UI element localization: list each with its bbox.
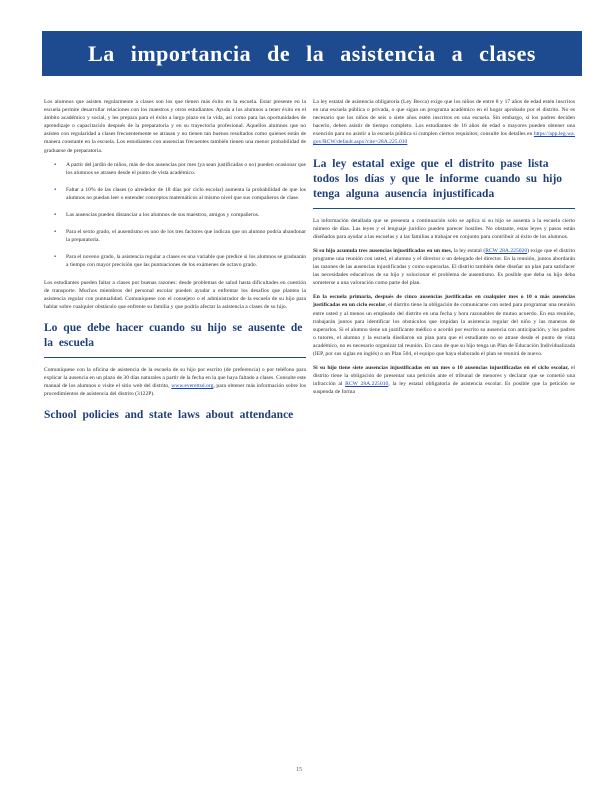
bullet-icon: ▪ [54, 229, 57, 236]
absence-facts-list [44, 161, 306, 270]
absent-paragraph: Comuníquese con la oficina de asistencia de la escuela de su hijo por escrito (de preferencia) o por teléfono para explicar la ausencia en un plazo de 30 días naturales a partir de la fecha en la que haya faltado a clases. Consulte este manual de los alumnos o visite el sitio web del distrito, www.everettsd.org, para obtener más información sobre los procedimientos de asistencia del distrito (3122P). [44, 366, 306, 398]
three-absences-paragraph: Si su hijo acumula tres ausencias injustificadas en un mes, la ley estatal (RCW 28A.225020) exige que el distrito programe una reunión con usted, el alumno y el director o un delegado del director. En la reunión, juntos abordarán las razones de las ausencias injustificadas y como superarlas. El distrito también debe diseñar un plan para satisfacer las necesidades educativas de su hijo y solucionar el problema de ausentismo. Es posible que deba su hijo deba someterse a una valoración como parte del plan. [313, 247, 575, 287]
right-column [313, 98, 575, 402]
list-item: ▪ Faltar a 10% de las clases (o alrededor de 18 días por ciclo escolar) aumenta la probabilidad de que los alumnos no puedan leer o entender conceptos matemáticos al mismo nivel que sus compañeros de clase. [54, 186, 306, 201]
title-banner [42, 31, 582, 76]
heading-rule [44, 357, 306, 358]
district-website-link[interactable]: www.everettsd.org [171, 383, 214, 390]
law-heading: La ley estatal exige que el distrito pase lista todos los días y que le informe cuando su hijo tenga alguna ausencia injustificada [313, 157, 563, 200]
absent-heading: Lo que debe hacer cuando su hijo se ausente de la escuela [44, 321, 303, 349]
policy-heading: School policies and state laws about attendance [44, 409, 294, 422]
bullet-icon: ▪ [54, 212, 57, 219]
list-item: ▪ Las ausencias pueden distanciar a los alumnos de sus maestros, amigos y compañeros. [54, 212, 260, 219]
seven-absences-paragraph: Si su hijo tiene siete ausencias injustificadas en un mes o 10 ausencias injustificadas en el ciclo escolar, el distrito tiene la obligación de presentar una petición ante el tribunal de menores y declarar que se cometió una infracción al RCW 28A.225010, la ley estatal obligatoria de asistencia escolar. Es posible que la petición se suspenda de forma [313, 365, 576, 396]
law-intro-paragraph: La información detallada que se presenta a continuación solo se aplica si su hijo se ausenta a la escuela cierto número de días. Las leyes y el lenguaje jurídico pueden parecer hostiles. No obstante, estas leyes y pasos están diseñados para ayudar a las escuelas y a las familias a trabajar en conjunto para contribuir al éxito de los alumnos. [313, 217, 575, 240]
bullet-icon: ▪ [54, 161, 57, 168]
page-number: 15 [296, 767, 302, 773]
heading-rule [313, 208, 575, 209]
list-item: ▪ Para el noveno grado, la asistencia regular a clases es una variable que predice si los alumnos se graduarán a tiempo con mayor precisión que las puntuaciones de los exámenes de octavo grado. [54, 254, 306, 269]
rcw-exemption-link[interactable]: https://app.leg.wa.gov/RCW/default.aspx?cite=28A.225.010 [313, 131, 575, 146]
page-title: La importancia de la asistencia a clases [88, 40, 536, 66]
list-item: ▪ Para el sexto grado, el ausentismo es uno de los tres factores que indican que un alumno podría abandonar la preparatoria. [54, 229, 306, 244]
list-item: ▪ A partir del jardín de niños, más de dos ausencias por mes (ya sean justificadas o no) pueden ocasionar que los alumnos se atrasen desde el punto de vista académico. [54, 161, 306, 176]
bullet-icon: ▪ [54, 254, 57, 261]
intro-paragraph: Los alumnos que asisten regularmente a clases son los que tienen más éxito en la escuela. Estar presente en la escuela permite desarrollar relaciones con los maestros y otros estudiantes. Ayuda a los alumnos a tener éxito en el ámbito académico y social, y les prepara para el éxito a largo plazo en la vida, así como para las oportunidades de aprendizaje o capacitación después de la preparatoria y en su trayectoria profesional. Aquellos alumnos que no asisten con regularidad a clases frecuentemente se atrasan y no tienen tan buenos resultados como quienes están de manera constante en la escuela. Los estudiantes con ausencias frecuentes también tienen una menor probabilidad de graduarse de preparatoria. [44, 99, 306, 154]
five-absences-paragraph: En la escuela primaria, después de cinco ausencias justificadas en cualquier mes o 10 o más ausencias justificadas en un ciclo escolar, el distrito tiene la obligación de comunicarse con usted para programar una reunión entre usted y al menos un empleado del distrito en una fecha y hora razonables de mutuo acuerdo. En esa reunión, trabajarán juntos para identificar los obstáculos que impidan la asistencia regular del niño y las maneras de superarlos. Si el alumno tiene un justificante médico o acordó por escrito su ausencia con anticipación, y los padres o tutores, el alumno y la escuela diseñaron un plan para que el estudiante no se atrase desde el punto de vista académico, no es necesario organizar tal reunión. En caso de que su hijo tenga un Plan de Educación Individualizada (IEP, por sus siglas en inglés) o un Plan 504, el equipo que haya elaborado el plan se reunirá de nuevo. [313, 294, 576, 357]
bullet-icon: ▪ [54, 186, 57, 193]
left-column [44, 98, 306, 429]
becca-paragraph: La ley estatal de asistencia obligatoria (Ley Becca) exige que los niños de entre 8 y 17 años de edad estén inscritos en una escuela pública o privada, o que sigan un programa académico en el hogar aprobado por el distrito. No es necesario que los niños de seis o siete años estén inscritos en una escuela. Sin embargo, si los padres deciden hacerlo, deben asistir de tiempo completo. Los estudiantes de 16 años de edad o mayores pueden obtener una exención para no asistir a la escuela pública si cumplen ciertos requisitos; consulte los detalles en https://app.leg.wa.gov/RCW/default.aspx?cite=28A.225.010 [313, 99, 575, 146]
reasons-paragraph: Los estudiantes pueden faltar a clases por buenas razones: desde problemas de salud hasta dificultades en cuestión de transporte. Muchos miembros del personal escolar pueden ayudar a enfrentar los desafíos que plantea la asistencia regular con puntualidad. Comuníquese con el consejero o el administrador de la escuela de su hijo para hablar sobre cualquier obstáculo que enfrente su familia y que podría afectar la asistencia a clases de su hijo. [44, 279, 306, 310]
rcw-225020-link[interactable]: RCW 28A.225020 [485, 247, 528, 254]
rcw-225010-link[interactable]: RCW 28A.225010 [345, 381, 389, 388]
